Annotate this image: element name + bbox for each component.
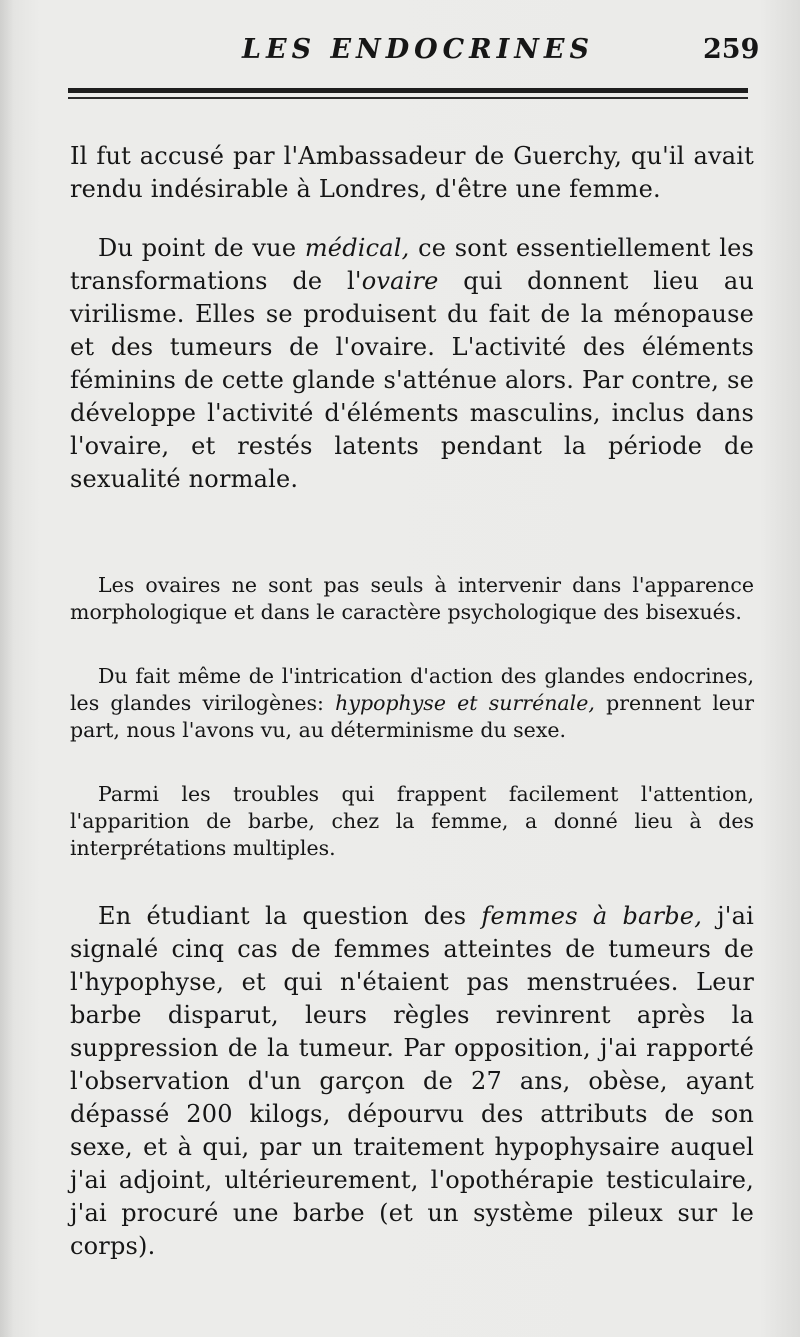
header-rule-thin <box>68 97 748 99</box>
text-run: prennent leur part, nous l'avons vu, au déterminisme du sexe. <box>70 691 755 742</box>
paragraph-bearded-women <box>70 900 754 1263</box>
text-run: j'ai signalé cinq cas de femmes atteintes de tumeurs de l'hypophyse, et qui n'étaient pas menstruées. Leur barbe disparut, leurs règles revinrent après la suppression de la tumeur. Par opposition, j'ai rapporté l'observation d'un garçon de 27 ans, obèse, ayant dépassé 200 kilogs, dépourvu des attributs de son sexe, et à qui, par un traitement hypophysaire auquel j'ai adjoint, ultérieurement, l'opothérapie testiculaire, j'ai procuré une barbe (et un système pileux sur le corps). <box>70 902 754 1260</box>
header-rule-thick <box>68 88 748 93</box>
text-run: qui donnent lieu au virilisme. Elles se produisent du fait de la ménopause et des tumeurs de l'ovaire. L'activité des éléments féminins de cette glande s'atténue alors. Par contre, se développe l'activité d'éléments masculins, inclus dans l'ovaire, et restés latents pendant la période de sexualité normale. <box>70 267 754 493</box>
page-number: 259 <box>703 34 760 65</box>
italic-term-femmes-a-barbe: femmes à barbe, <box>481 902 703 930</box>
text-run: Du point de vue <box>98 234 305 262</box>
text-run: Du fait même de l'intrication d'action des glandes endocrines, les glandes virilogènes: <box>70 664 754 715</box>
italic-term-medical: médical, <box>304 234 410 262</box>
paragraph-endocrine-glands <box>70 663 754 744</box>
paragraph-ambassador: Il fut accusé par l'Ambassadeur de Guerchy, qu'il avait rendu indésirable à Londres, d'être une femme. <box>70 142 754 203</box>
italic-term-hypophyse: hypophyse et surrénale, <box>335 691 595 715</box>
running-title: LES ENDOCRINES <box>242 34 594 65</box>
paragraph-ovaries: Les ovaires ne sont pas seuls à intervenir dans l'apparence morphologique et dans le caractère psychologique des bisexués. <box>70 573 754 624</box>
italic-term-ovaire: ovaire <box>361 267 439 295</box>
paragraph-medical-view <box>70 232 754 496</box>
text-run: En étudiant la question des <box>98 902 482 930</box>
text-run: ce sont essentiellement les transformations de l' <box>70 234 754 295</box>
running-head <box>0 30 800 80</box>
paragraph-beard: Parmi les troubles qui frappent facilement l'attention, l'apparition de barbe, chez la femme, a donné lieu à des interprétations multiples. <box>70 782 754 860</box>
